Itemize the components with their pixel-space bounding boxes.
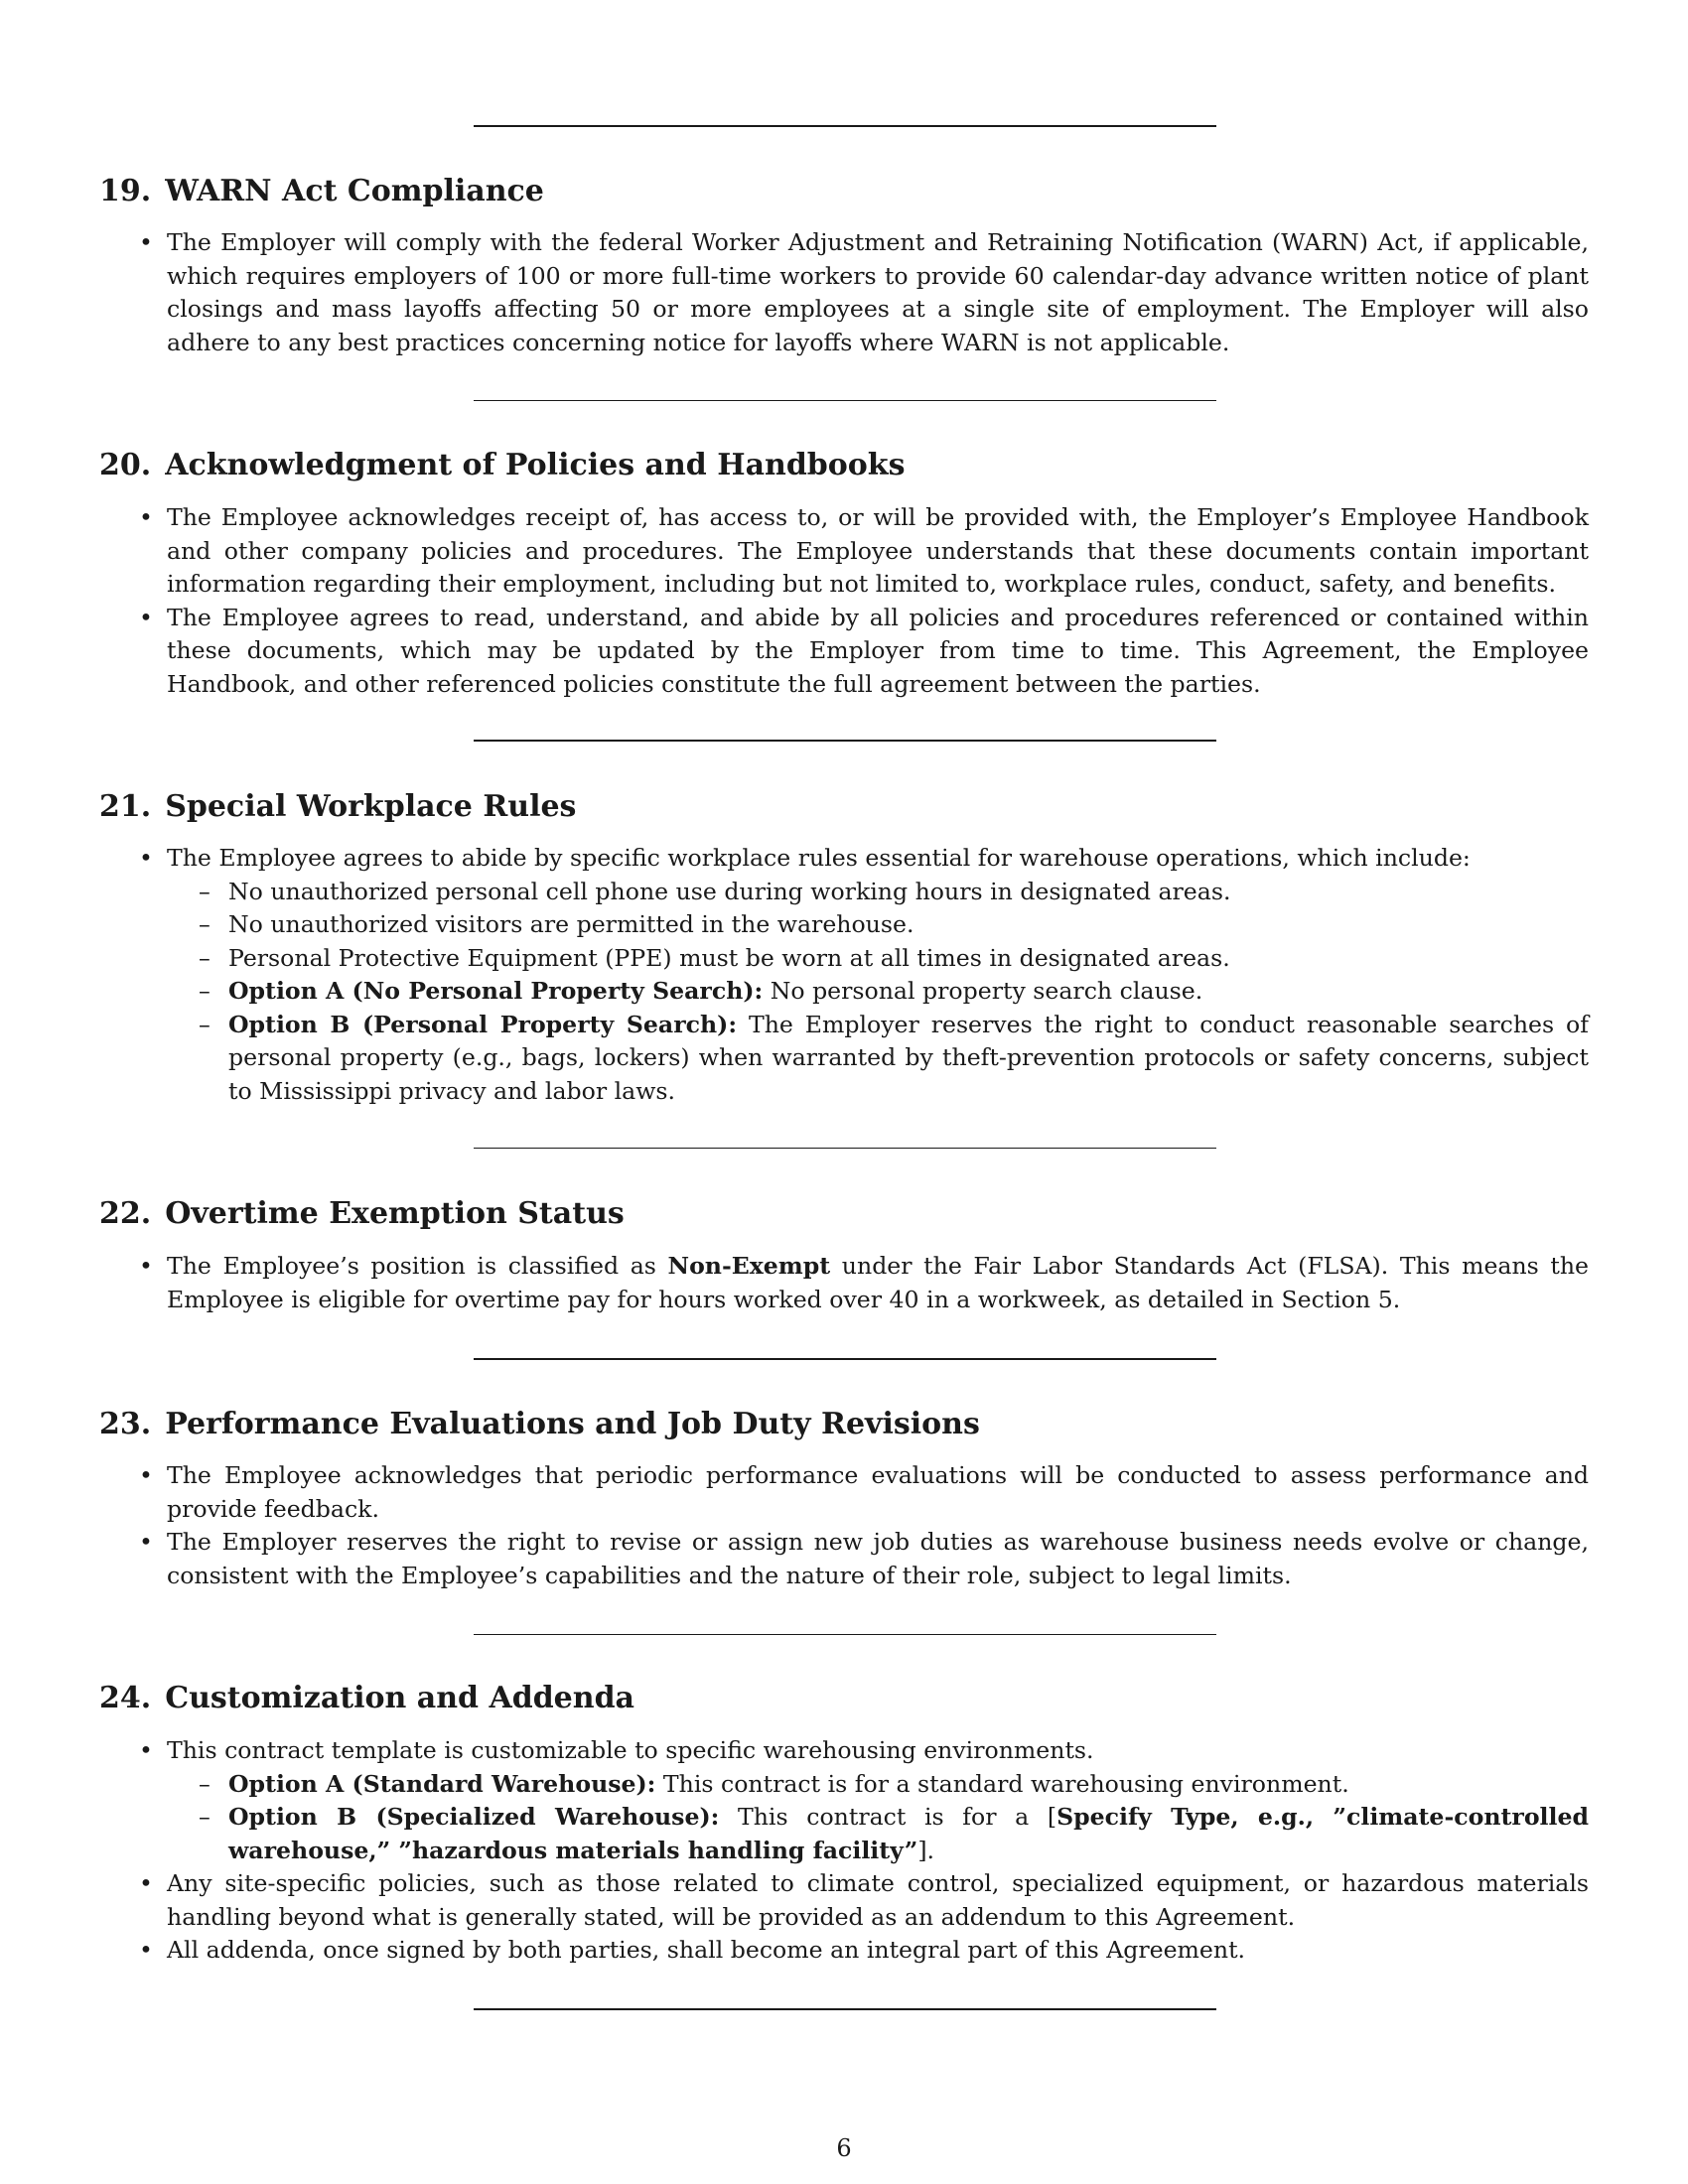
section-title: Overtime Exemption Status [165,1196,625,1231]
section-title: WARN Act Compliance [165,174,544,208]
list-item-text: The Employee’s position is classified as [167,1252,656,1280]
list-item: • The Employer reserves the right to revise or assign new job duties as warehouse business needs evolve or change, consistent with the Employee’s capabilities and the nature of their role, subject to legal limits. [0,1526,1589,1592]
section-title: Acknowledgment of Policies and Handbooks [165,448,906,482]
placeholder-text: Specify Type, e.g., ”climate-controlled warehouse,” ”hazardous materials handling facility” [228,1803,1589,1864]
classification-value: Non-Exempt [667,1252,831,1280]
section-divider [474,1634,1216,1635]
bullet-list [0,226,1589,359]
option-text: The Employer reserves the right to conduct reasonable searches of personal property (e.g., bags, lockers) when warranted by theft-prevention protocols or safety concerns, subject to Mississippi privacy and labor laws. [228,1010,1589,1105]
section-divider [474,400,1216,401]
section-heading [99,172,544,211]
section-heading [99,446,905,485]
list-item [0,842,1589,1108]
option-label: Option B (Specialized Warehouse): [228,1803,720,1831]
sub-list-item [167,975,1589,1009]
section-number: 21. [99,789,152,824]
sub-list [167,876,1589,1109]
bullet-list [0,1459,1589,1592]
option-label: Option A (No Personal Property Search): [228,977,764,1005]
section-number: 19. [99,174,152,208]
section-number: 23. [99,1407,152,1441]
option-label: Option A (Standard Warehouse): [228,1769,656,1798]
section-divider [474,125,1216,127]
list-item: • The Employee acknowledges that periodic performance evaluations will be conducted to assess performance and provide feedback. [0,1459,1589,1526]
section-number: 20. [99,448,152,482]
bullet-list [0,1734,1589,1968]
bullet-list [0,501,1589,701]
sub-list-item: – No unauthorized personal cell phone use during working hours in designated areas. [167,876,1589,909]
bullet-list [0,842,1589,1108]
option-label: Option B (Personal Property Search): [228,1010,738,1038]
list-item [0,1734,1589,1867]
list-item-text: This contract template is customizable to specific warehousing environments. [167,1736,1094,1764]
option-text: This contract is for a [ [738,1803,1057,1831]
section-number: 24. [99,1681,152,1715]
list-item-text: under the Fair Labor Standards Act (FLSA). This means the Employee is eligible for overtime pay for hours worked over 40 in a workweek, as detailed in Section 5. [167,1252,1590,1313]
option-text: No personal property search clause. [770,977,1203,1005]
list-item: • The Employee agrees to read, understand, and abide by all policies and procedures referenced or contained within these documents, which may be updated by the Employer from time to time. This Agreement, the Employee Handbook, and other referenced policies constitute the full agreement between the parties. [0,602,1589,702]
section-heading [99,1405,980,1444]
page-number: 6 [836,2134,852,2162]
option-text: This contract is for a standard warehousing environment. [662,1769,1349,1798]
list-item: • The Employee acknowledges receipt of, has access to, or will be provided with, the Employer’s Employee Handbook and other company policies and procedures. The Employee understands that these documents contain important information regarding their employment, including but not limited to, workplace rules, conduct, safety, and benefits. [0,501,1589,602]
sub-list-item: – No unauthorized visitors are permitted in the warehouse. [167,908,1589,942]
section-divider [474,1358,1216,1360]
option-text-end: ]. [917,1836,935,1864]
section-number: 22. [99,1196,152,1231]
section-divider [474,1148,1216,1149]
section-heading [99,1679,634,1718]
section-title: Special Workplace Rules [165,789,577,824]
section-title: Performance Evaluations and Job Duty Revisions [165,1407,980,1441]
list-item: • The Employer will comply with the federal Worker Adjustment and Retraining Notification (WARN) Act, if applicable, which requires employers of 100 or more full-time workers to provide 60 calendar-day advance written notice of plant closings and mass layoffs affecting 50 or more employees at a single site of employment. The Employer will also adhere to any best practices concerning notice for layoffs where WARN is not applicable. [0,226,1589,359]
sub-list-item: – Personal Protective Equipment (PPE) must be worn at all times in designated areas. [167,942,1589,976]
list-item-text: The Employee agrees to abide by specific workplace rules essential for warehouse operations, which include: [167,844,1471,872]
sub-list-item [167,1801,1589,1867]
sub-list-item [167,1009,1589,1109]
section-divider [474,2008,1216,2010]
section-heading [99,787,576,827]
section-title: Customization and Addenda [165,1681,634,1715]
section-divider [474,740,1216,742]
list-item: • All addenda, once signed by both parties, shall become an integral part of this Agreement. [0,1934,1589,1968]
section-heading [99,1194,625,1234]
bullet-list [0,1250,1589,1316]
list-item [0,1250,1589,1316]
sub-list-item [167,1768,1589,1802]
list-item: • Any site-specific policies, such as those related to climate control, specialized equipment, or hazardous materials handling beyond what is generally stated, will be provided as an addendum to this Agreement. [0,1867,1589,1934]
sub-list [167,1768,1589,1868]
